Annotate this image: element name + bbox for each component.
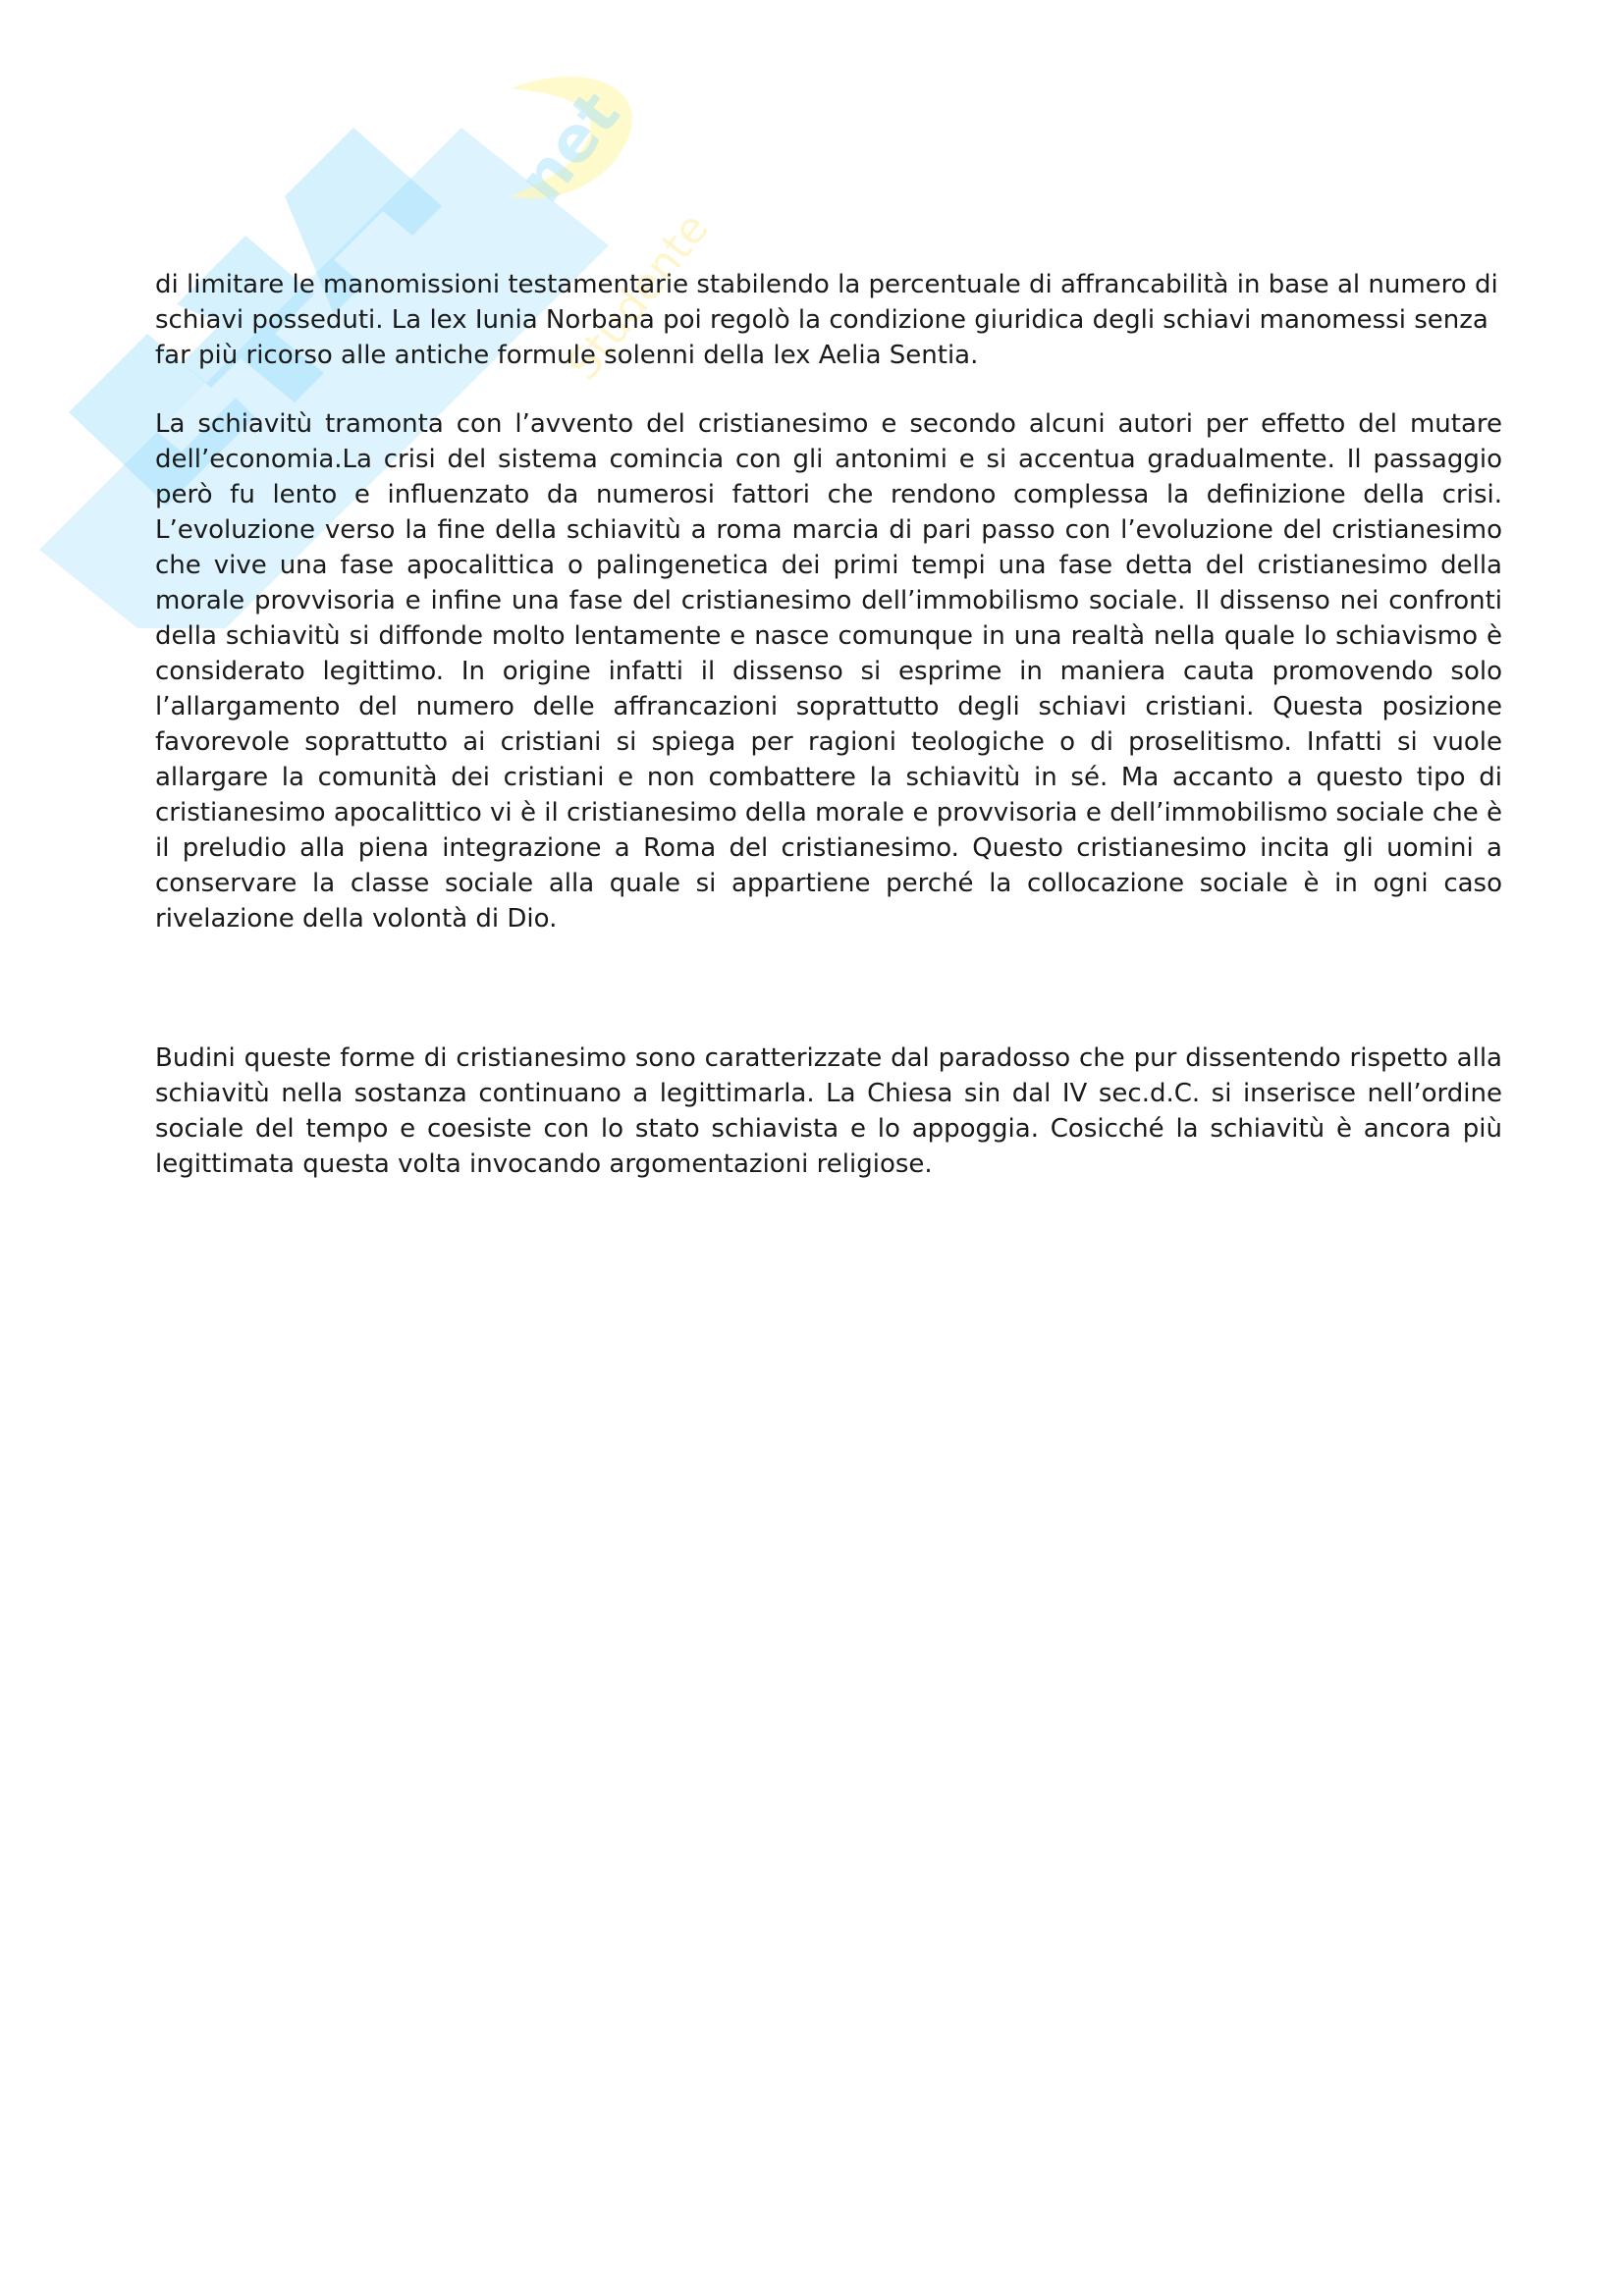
paragraph-1: di limitare le manomissioni testamentarie stabilendo la percentuale di affrancabilità in base al numero di schiavi posseduti. La lex Iunia Norbana poi regolò la condizione giuridica degli schiavi manomessi senza far più ricorso alle antiche formule solenni della lex Aelia Sentia. <box>155 270 1498 370</box>
watermark-net-text: net <box>505 79 635 216</box>
document-body <box>155 267 1502 1182</box>
watermark-accent <box>511 77 632 198</box>
watermark-studente-text: Studente <box>558 203 719 390</box>
paragraph-2: La schiavitù tramonta con l’avvento del cristianesimo e secondo alcuni autori per effetto del mutare dell’economia.La crisi del sistema comincia con gli antonimi e si accentua gradualmente. Il passaggio però fu lento e influenzato da numerosi fattori che rendono complessa la definizione della crisi. L’evoluzione verso la fine della schiavitù a roma marcia di pari passo con l’evoluzione del cristianesimo che vive una fase apocalittica o palingenetica dei primi tempi una fase detta del cristianesimo della morale provvisoria e infine una fase del cristianesimo dell’immobilismo sociale. Il dissenso nei confronti della schiavitù si diffonde molto lentamente e nasce comunque in una realtà nella quale lo schiavismo è considerato legittimo. In origine infatti il dissenso si esprime in maniera cauta promovendo solo l’allargamento del numero delle affrancazioni soprattutto degli schiavi cristiani. Questa posizione favorevole soprattutto ai cristiani si spiega per ragioni teologiche o di proselitismo. Infatti si vuole allargare la comunità dei cristiani e non combattere la schiavitù in sé. Ma accanto a questo tipo di cristianesimo apocalittico vi è il cristianesimo della morale e provvisoria e dell’immobilismo sociale che è il preludio alla piena integrazione a Roma del cristianesimo. Questo cristianesimo incita gli uomini a conservare la classe sociale alla quale si appartiene perché la collocazione sociale è in ogni caso rivelazione della volontà di Dio. <box>155 409 1502 934</box>
paragraph-3: Budini queste forme di cristianesimo sono caratterizzate dal paradosso che pur dissentendo rispetto alla schiavitù nella sostanza continuano a legittimarla. La Chiesa sin dal IV sec.d.C. si inserisce nell’ordine sociale del tempo e coesiste con lo stato schiavista e lo appoggia. Cosicché la schiavitù è ancora più legittimata questa volta invocando argomentazioni religiose. <box>155 1043 1502 1179</box>
paragraph-spacer <box>155 373 1502 406</box>
paragraph-spacer <box>155 936 1502 1041</box>
